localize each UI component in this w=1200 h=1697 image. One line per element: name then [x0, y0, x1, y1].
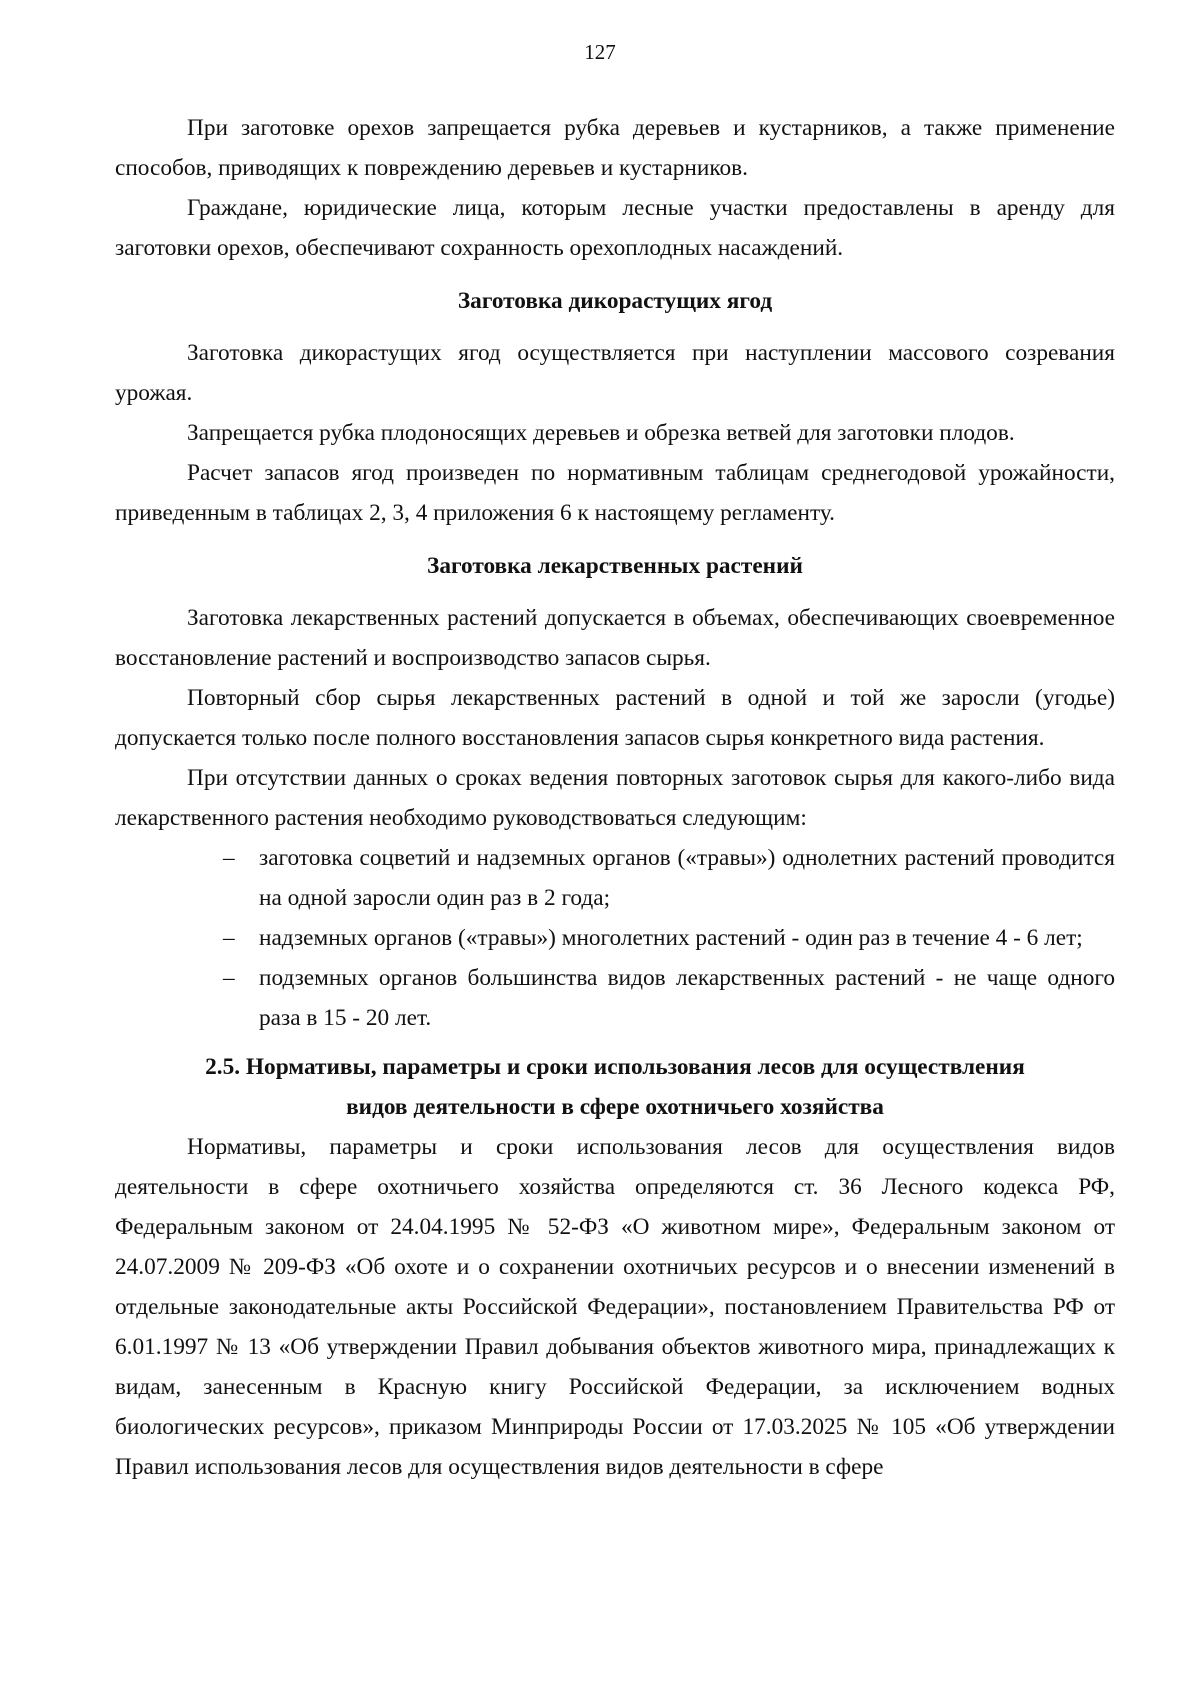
- dash-bullet: –: [223, 845, 235, 871]
- list-item-text: заготовка соцветий и надземных органов («травы») однолетних растений проводится на одной заросли один раз в 2 года;: [259, 845, 1115, 911]
- list-item-text: подземных органов большинства видов лекарственных растений - не чаще одного раза в 15 - 20 лет.: [259, 965, 1115, 1031]
- paragraph-hunting-regulations: Нормативы, параметры и сроки использования лесов для осуществления видов деятельности в сфере охотничьего хозяйства определяются ст. 36 Лесного кодекса РФ, Федеральным законом от 24.04.1995 № 52-ФЗ «О животном мире», Федеральным законом от 24.07.2009 № 209-ФЗ «Об охоте и о сохранении охотничьих ресурсов и о внесении изменений в отдельные законодательные акты Российской Федерации», постановлением Правительства РФ от 6.01.1997 № 13 «Об утверждении Правил добывания объектов животного мира, принадлежащих к видам, занесенным в Красную книгу Российской Федерации, за исключением водных биологических ресурсов», приказом Минприроды России от 17.03.2025 № 105 «Об утверждении Правил использования лесов для осуществления видов деятельности в сфере: [115, 1134, 1115, 1480]
- list-item: [115, 918, 1115, 958]
- paragraph-nuts-felling: При заготовке орехов запрещается рубка деревьев и кустарников, а также применение способов, приводящих к повреждению деревьев и кустарников.: [115, 115, 1115, 181]
- list-item: [115, 838, 1115, 918]
- paragraph-medicinal-volumes: Заготовка лекарственных растений допускается в объемах, обеспечивающих своевременное восстановление растений и воспроизводство запасов сырья.: [115, 605, 1115, 671]
- harvest-interval-list: [115, 838, 1115, 1038]
- paragraph-berries-calculation: Расчет запасов ягод произведен по нормативным таблицам среднегодовой урожайности, приведенным в таблицах 2, 3, 4 приложения 6 к настоящему регламенту.: [115, 460, 1115, 526]
- heading-medicinal-plants: Заготовка лекарственных растений: [427, 553, 803, 579]
- list-item: [115, 958, 1115, 1038]
- page-number: 127: [584, 40, 616, 64]
- heading-section-2-5: 2.5. Нормативы, параметры и сроки использования лесов для осуществления видов деятельности в сфере охотничьего хозяйства: [205, 1054, 1025, 1120]
- paragraph-medicinal-repeat: Повторный сбор сырья лекарственных растений в одной и той же заросли (угодье) допускается только после полного восстановления запасов сырья конкретного вида растения.: [115, 685, 1115, 751]
- dash-bullet: –: [223, 965, 235, 991]
- list-item-text: надземных органов («травы») многолетних растений - один раз в течение 4 - 6 лет;: [259, 925, 1083, 951]
- paragraph-berries-ripening: Заготовка дикорастущих ягод осуществляется при наступлении массового созревания урожая.: [115, 340, 1115, 406]
- heading-wild-berries: Заготовка дикорастущих ягод: [457, 288, 773, 314]
- page-content: [115, 108, 1115, 1487]
- paragraph-nuts-lease: Граждане, юридические лица, которым лесные участки предоставлены в аренду для заготовки орехов, обеспечивают сохранность орехоплодных насаждений.: [115, 195, 1115, 261]
- paragraph-medicinal-guidance: При отсутствии данных о сроках ведения повторных заготовок сырья для какого-либо вида лекарственного растения необходимо руководствоваться следующим:: [115, 765, 1115, 831]
- paragraph-berries-prohibition: Запрещается рубка плодоносящих деревьев и обрезка ветвей для заготовки плодов.: [187, 420, 1015, 446]
- dash-bullet: –: [223, 925, 235, 951]
